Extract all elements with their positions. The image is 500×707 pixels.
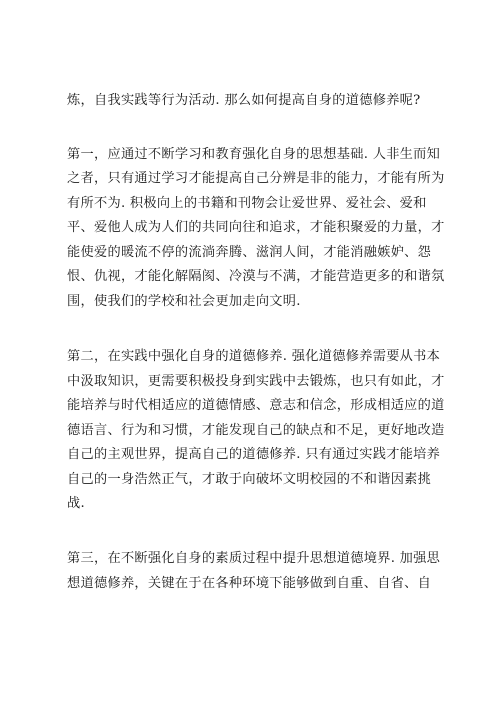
text-line: 中汲取知识，更需要积极投身到实践中去锻炼，也只有如此，才 xyxy=(67,374,445,389)
text-line: 德语言、行为和习惯，才能发现自己的缺点和不足，更好地改造 xyxy=(67,423,445,438)
text-line: 平、爱他人成为人们的共同向往和追求，才能积聚爱的力量，才 xyxy=(67,220,445,235)
text-line: 围，使我们的学校和社会更加走向文明. xyxy=(67,294,301,309)
text-line: 炼，自我实践等行为活动. 那么如何提高自身的道德修养呢? xyxy=(67,93,421,108)
text-line: 自己的主观世界，提高自己的道德修养. 只有通过实践才能培养 xyxy=(67,447,441,462)
text-line: 之者，只有通过学习才能提高自己分辨是非的能力，才能有所为 xyxy=(67,171,445,186)
text-line: 战. xyxy=(67,496,85,511)
text-line: 能培养与时代相适应的道德情感、意志和信念，形成相适应的道 xyxy=(67,398,445,413)
text-line: 有所不为. 积极向上的书籍和刊物会让爱世界、爱社会、爱和 xyxy=(67,196,427,211)
text-line: 第二，在实践中强化自身的道德修养. 强化道德修养需要从书本 xyxy=(67,349,441,364)
text-line: 第一，应通过不断学习和教育强化自身的思想基础. 人非生而知 xyxy=(67,147,441,162)
text-line: 第三，在不断强化自身的素质过程中提升思想道德境界. 加强思 xyxy=(67,551,441,566)
text-line: 恨、仇视，才能化解隔阂、冷漠与不满，才能营造更多的和谐氛 xyxy=(67,269,445,284)
text-line: 想道德修养，关键在于在各种环境下能够做到自重、自省、自 xyxy=(67,576,432,591)
text-line: 自己的一身浩然正气，才敢于向破坏文明校园的不和谐因素挑 xyxy=(67,472,432,487)
text-line: 能使爱的暖流不停的流淌奔腾、滋润人间，才能消融嫉妒、怨 xyxy=(67,245,432,260)
